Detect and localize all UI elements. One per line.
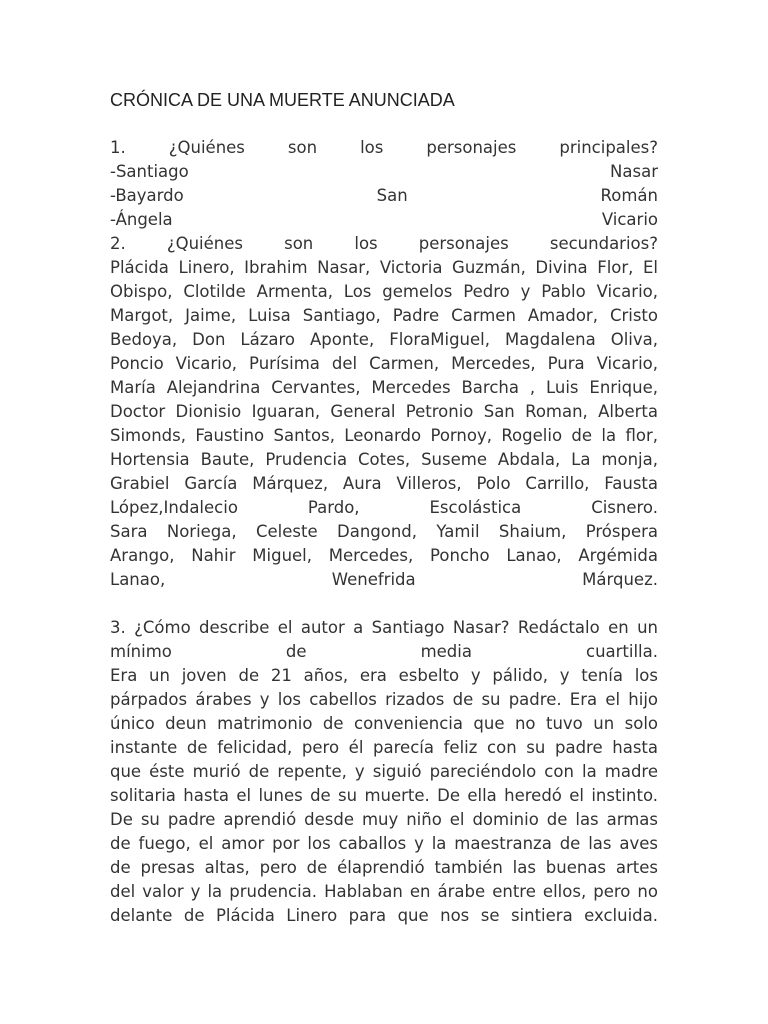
secondary-characters-line: María Alejandrina Cervantes, Mercedes Barcha , Luis Enrique, xyxy=(110,378,658,397)
answer-3-line: del valor y la prudencia. Hablaban en árabe entre ellos, pero no xyxy=(110,882,658,901)
secondary-characters-line: Arango, Nahir Miguel, Mercedes, Poncho Lanao, Argémida xyxy=(110,546,658,565)
answer-3-line: instante de felicidad, pero él parecía feliz con su padre hasta xyxy=(110,738,658,757)
answer-3-line: único deun matrimonio de conveniencia que no tuvo un solo xyxy=(110,714,658,733)
main-character-2: -Bayardo San Román xyxy=(110,186,658,205)
secondary-characters-line: Plácida Linero, Ibrahim Nasar, Victoria Guzmán, Divina Flor, El xyxy=(110,258,658,277)
question-3-line: mínimo de media cuartilla. xyxy=(110,642,658,661)
answer-3-line: Era un joven de 21 años, era esbelto y pálido, y tenía los xyxy=(110,666,658,685)
secondary-characters-line: Bedoya, Don Lázaro Aponte, FloraMiguel, Magdalena Oliva, xyxy=(110,330,658,349)
answer-3-line: que éste murió de repente, y siguió pareciéndolo con la madre xyxy=(110,762,658,781)
answer-3-line: párpados árabes y los cabellos rizados de su padre. Era el hijo xyxy=(110,690,658,709)
secondary-characters-line: Grabiel García Márquez, Aura Villeros, Polo Carrillo, Fausta xyxy=(110,474,658,493)
spacer xyxy=(110,112,658,136)
secondary-characters-line: Doctor Dionisio Iguaran, General Petronio San Roman, Alberta xyxy=(110,402,658,421)
secondary-characters-line: Sara Noriega, Celeste Dangond, Yamil Shaium, Próspera xyxy=(110,522,658,541)
question-1: 1. ¿Quiénes son los personajes principales? xyxy=(110,138,658,157)
secondary-characters-line: Simonds, Faustino Santos, Leonardo Pornoy, Rogelio de la flor, xyxy=(110,426,658,445)
spacer xyxy=(110,592,658,616)
document-title: CRÓNICA DE UNA MUERTE ANUNCIADA xyxy=(110,90,455,110)
document-page xyxy=(110,88,658,928)
question-2-section xyxy=(110,232,658,592)
secondary-characters-line: López,Indalecio Pardo, Escolástica Cisnero. xyxy=(110,498,658,517)
question-2: 2. ¿Quiénes son los personajes secundarios? xyxy=(110,234,658,253)
answer-3-line: de fuego, el amor por los caballos y la maestranza de las aves xyxy=(110,834,658,853)
secondary-characters-line: Margot, Jaime, Luisa Santiago, Padre Carmen Amador, Cristo xyxy=(110,306,658,325)
answer-3-line: De su padre aprendió desde muy niño el dominio de las armas xyxy=(110,810,658,829)
secondary-characters-line: Obispo, Clotilde Armenta, Los gemelos Pedro y Pablo Vicario, xyxy=(110,282,658,301)
answer-3-line: de presas altas, pero de élaprendió también las buenas artes xyxy=(110,858,658,877)
main-character-3: -Ángela Vicario xyxy=(110,210,658,229)
main-character-1: -Santiago Nasar xyxy=(110,162,658,181)
secondary-characters-line: Hortensia Baute, Prudencia Cotes, Suseme Abdala, La monja, xyxy=(110,450,658,469)
question-3-section xyxy=(110,616,658,928)
question-3-line: 3. ¿Cómo describe el autor a Santiago Nasar? Redáctalo en un xyxy=(110,618,658,637)
answer-3-line: delante de Plácida Linero para que nos se sintiera excluida. xyxy=(110,906,658,925)
answer-3-line: solitaria hasta el lunes de su muerte. De ella heredó el instinto. xyxy=(110,786,658,805)
secondary-characters-line: Lanao, Wenefrida Márquez. xyxy=(110,570,658,589)
secondary-characters-line: Poncio Vicario, Purísima del Carmen, Mercedes, Pura Vicario, xyxy=(110,354,658,373)
question-1-section xyxy=(110,136,658,232)
